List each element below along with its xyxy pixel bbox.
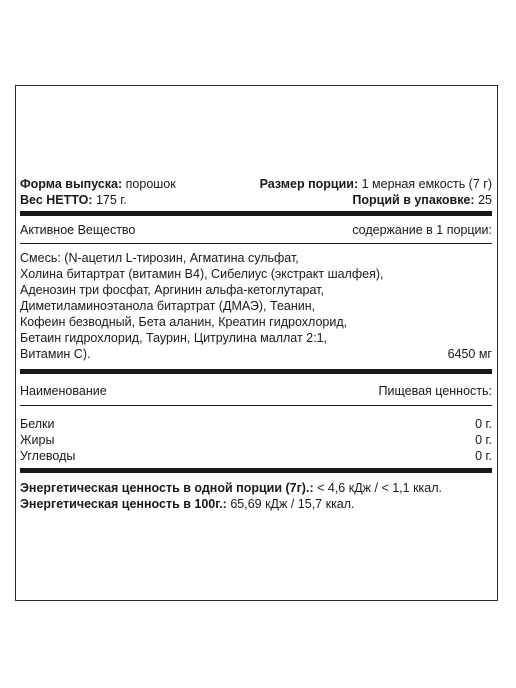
nutrition-row xyxy=(20,416,492,432)
weight-servings-row xyxy=(20,192,492,208)
content-column-header: содержание в 1 порции: xyxy=(352,223,492,237)
nutrition-table xyxy=(20,416,492,464)
nutrition-row xyxy=(20,432,492,448)
ingredient-line: Смесь: (N-ацетил L-тирозин, Агматина сульфат, xyxy=(20,251,299,265)
ingredient-line: Аденозин три фосфат, Аргинин альфа-кетоглутарат, xyxy=(20,283,324,297)
nutrition-column-header: Пищевая ценность: xyxy=(378,384,492,398)
nutrient-value: 0 г. xyxy=(475,449,492,463)
nutrition-row xyxy=(20,448,492,464)
ingredient-line: Диметиламиноэтанола битартрат (ДМАЭ), Теанин, xyxy=(20,299,316,313)
active-amount: 6450 мг xyxy=(447,347,492,361)
divider-thick-1 xyxy=(20,211,492,216)
nutrient-name: Углеводы xyxy=(20,449,76,463)
release-form: Форма выпуска: порошок xyxy=(20,177,176,191)
servings-per-container: Порций в упаковке: 25 xyxy=(352,193,492,207)
divider-thin-2 xyxy=(20,405,492,406)
product-info-block xyxy=(20,176,492,208)
nutrient-value: 0 г. xyxy=(475,433,492,447)
active-column-header: Активное Вещество xyxy=(20,223,136,237)
ingredient-last-row xyxy=(20,346,492,362)
nutrient-value: 0 г. xyxy=(475,417,492,431)
form-serving-row xyxy=(20,176,492,192)
ingredient-line: Кофеин безводный, Бета аланин, Креатин гидрохлорид, xyxy=(20,315,348,329)
ingredient-line: Холина битартрат (витамин B4), Сибелиус (экстракт шалфея), xyxy=(20,267,384,281)
active-header xyxy=(20,222,492,238)
divider-thick-3 xyxy=(20,468,492,473)
nutrition-header xyxy=(20,383,492,399)
energy-block xyxy=(20,480,492,512)
nutrient-name: Жиры xyxy=(20,433,55,447)
ingredient-line: Витамин С). xyxy=(20,347,91,361)
name-column-header: Наименование xyxy=(20,384,107,398)
divider-thin-1 xyxy=(20,243,492,244)
divider-thick-2 xyxy=(20,369,492,374)
net-weight: Вес НЕТТО: 175 г. xyxy=(20,193,127,207)
energy-per-100g: Энергетическая ценность в 100г.: 65,69 кДж / 15,7 ккал. xyxy=(20,497,355,511)
ingredient-line: Бетаин гидрохлорид, Таурин, Цитрулина маллат 2:1, xyxy=(20,331,328,345)
serving-size: Размер порции: 1 мерная емкость (7 г) xyxy=(259,177,492,191)
ingredients-block xyxy=(20,250,492,362)
energy-per-portion: Энергетическая ценность в одной порции (7г).: < 4,6 кДж / < 1,1 ккал. xyxy=(20,481,442,495)
nutrient-name: Белки xyxy=(20,417,55,431)
